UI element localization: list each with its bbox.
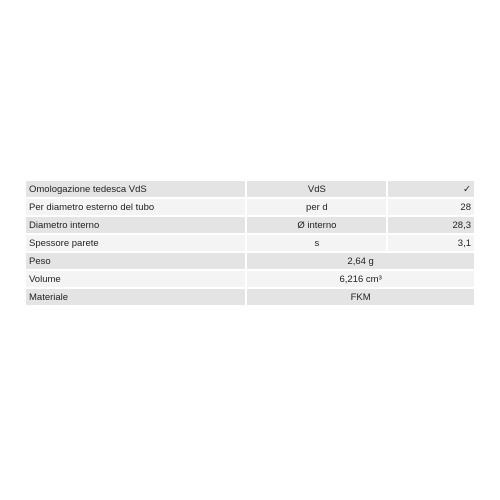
table-row-volume (26, 271, 474, 287)
table-row-material (26, 289, 474, 305)
row-label: Volume (26, 271, 245, 287)
row-value: FKM (247, 289, 474, 305)
row-symbol: s (247, 235, 386, 251)
checkmark-icon: ✓ (388, 181, 474, 197)
row-label: Materiale (26, 289, 245, 305)
spec-table (24, 179, 476, 307)
row-label: Diametro interno (26, 217, 245, 233)
row-label: Per diametro esterno del tubo (26, 199, 245, 215)
row-value: 28 (388, 199, 474, 215)
row-label: Spessore parete (26, 235, 245, 251)
row-symbol: per d (247, 199, 386, 215)
row-symbol: VdS (247, 181, 386, 197)
row-label: Omologazione tedesca VdS (26, 181, 245, 197)
table-row-inner-diameter (26, 217, 474, 233)
table-row-wall-thickness (26, 235, 474, 251)
table-row-outer-diameter (26, 199, 474, 215)
row-value: 6,216 cm³ (247, 271, 474, 287)
row-value: 2,64 g (247, 253, 474, 269)
row-label: Peso (26, 253, 245, 269)
table-row-approval (26, 181, 474, 197)
row-symbol: Ø interno (247, 217, 386, 233)
row-value: 3,1 (388, 235, 474, 251)
table-row-weight (26, 253, 474, 269)
row-value: 28,3 (388, 217, 474, 233)
